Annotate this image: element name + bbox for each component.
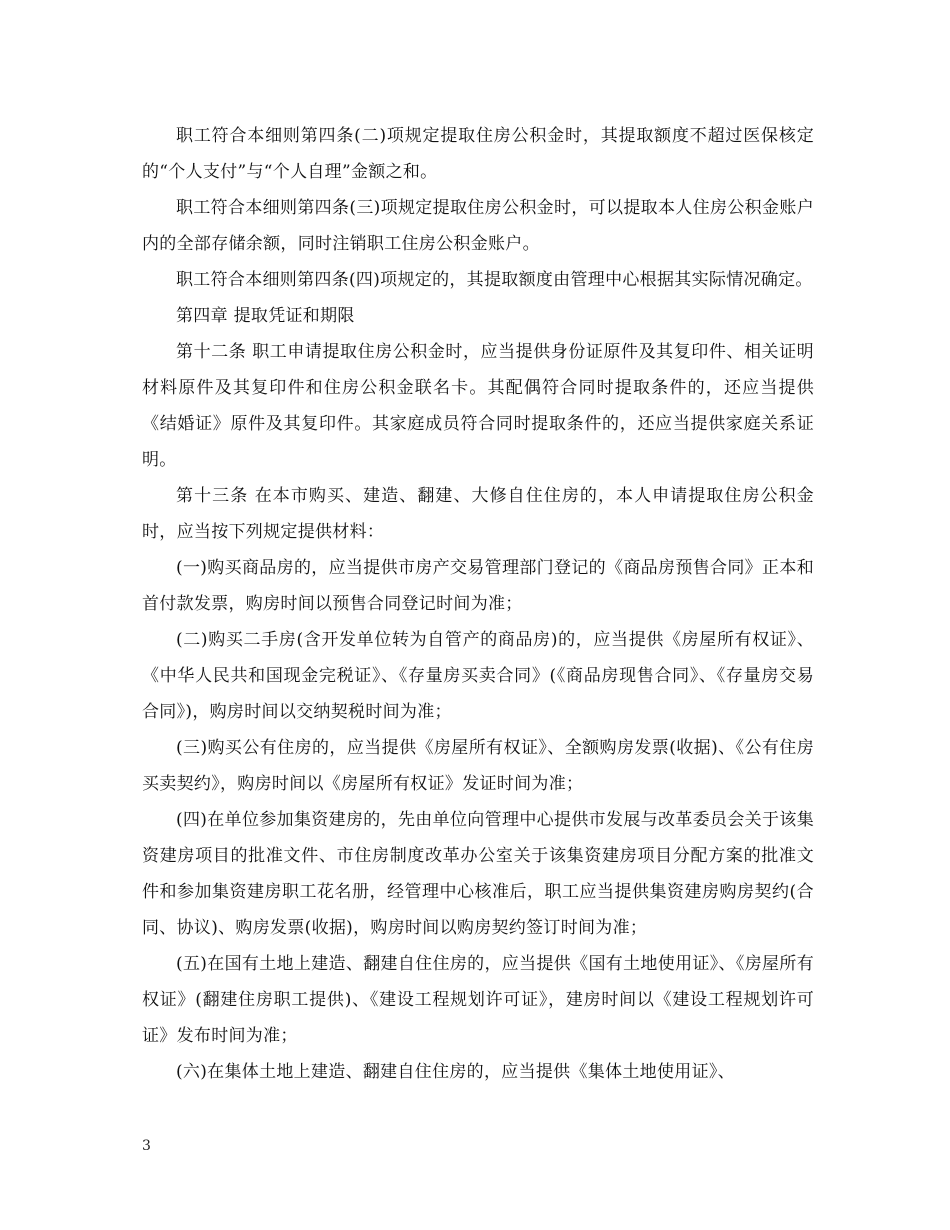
item-2: (二)购买二手房(含开发单位转为自管产的商品房)的，应当提供《房屋所有权证》、《中华人民共和国现金完税证》、《存量房买卖合同》(《商品房现售合同》、《存量房交易合同》)，购房时间以交纳契税时间为准；	[142, 630, 814, 722]
item-6: (六)在集体土地上建造、翻建自住住房的，应当提供《集体土地使用证》、	[176, 1062, 735, 1082]
item-1: (一)购买商品房的，应当提供市房产交易管理部门登记的《商品房预售合同》正本和首付款发票，购房时间以预售合同登记时间为准；	[142, 558, 814, 614]
page-number: 3	[142, 1138, 151, 1154]
article-13: 第十三条 在本市购买、建造、翻建、大修自住住房的，本人申请提取住房公积金时，应当按下列规定提供材料：	[142, 486, 814, 542]
paragraph-2: 职工符合本细则第四条(三)项规定提取住房公积金时，可以提取本人住房公积金账户内的全部存储余额，同时注销职工住房公积金账户。	[142, 198, 814, 254]
document-body	[142, 118, 814, 1090]
chapter-heading: 第四章 提取凭证和期限	[176, 306, 355, 326]
item-5: (五)在国有土地上建造、翻建自住住房的，应当提供《国有土地使用证》、《房屋所有权证》(翻建住房职工提供)、《建设工程规划许可证》，建房时间以《建设工程规划许可证》发布时间为准；	[142, 954, 814, 1046]
item-4: (四)在单位参加集资建房的，先由单位向管理中心提供市发展与改革委员会关于该集资建房项目的批准文件、市住房制度改革办公室关于该集资建房项目分配方案的批准文件和参加集资建房职工花名册，经管理中心核准后，职工应当提供集资建房购房契约(合同、协议)、购房发票(收据)，购房时间以购房契约签订时间为准；	[142, 810, 814, 938]
item-3: (三)购买公有住房的，应当提供《房屋所有权证》、全额购房发票(收据)、《公有住房买卖契约》，购房时间以《房屋所有权证》发证时间为准；	[142, 738, 814, 794]
paragraph-3: 职工符合本细则第四条(四)项规定的，其提取额度由管理中心根据其实际情况确定。	[176, 270, 813, 290]
article-12: 第十二条 职工申请提取住房公积金时，应当提供身份证原件及其复印件、相关证明材料原件及其复印件和住房公积金联名卡。其配偶符合同时提取条件的，还应当提供《结婚证》原件及其复印件。其家庭成员符合同时提取条件的，还应当提供家庭关系证明。	[142, 342, 814, 470]
paragraph-1: 职工符合本细则第四条(二)项规定提取住房公积金时，其提取额度不超过医保核定的“个人支付”与“个人自理”金额之和。	[142, 126, 814, 182]
